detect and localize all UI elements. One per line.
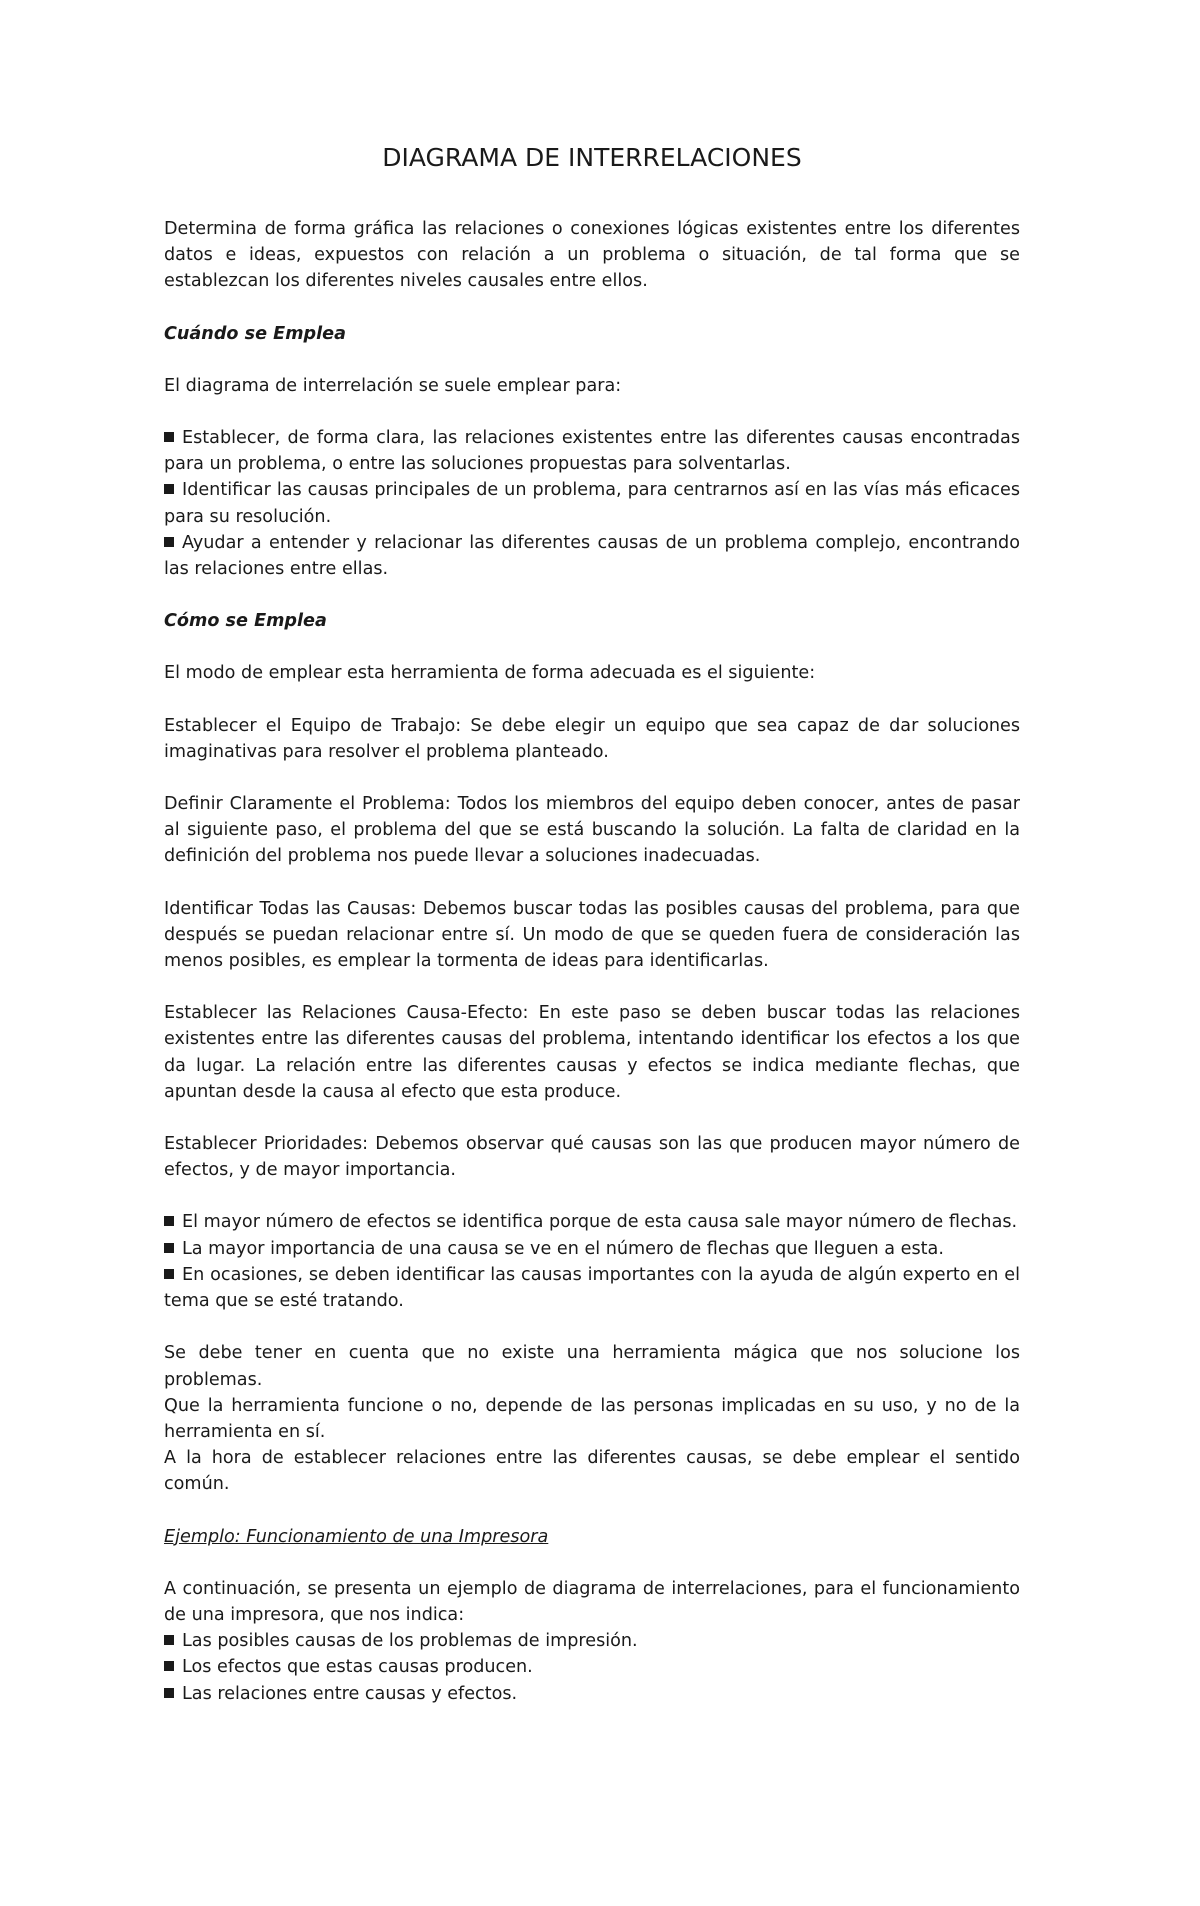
ejemplo-heading: Ejemplo: Funcionamiento de una Impresora xyxy=(164,1526,549,1547)
list-item: Identificar las causas principales de un problema, para centrarnos así en las vías más eficaces para su resolución. xyxy=(164,480,1020,527)
list-item: El mayor número de efectos se identifica porque de esta causa sale mayor número de flechas. xyxy=(164,1209,1020,1235)
intro-paragraph: Determina de forma gráfica las relaciones o conexiones lógicas existentes entre los diferentes datos e ideas, expuestos con relación a un problema o situación, de tal forma que se establezcan los diferentes niveles causales entre ellos. xyxy=(164,219,1020,292)
square-bullet-icon xyxy=(164,1635,174,1645)
list-item: La mayor importancia de una causa se ve en el número de flechas que lleguen a esta. xyxy=(164,1236,1020,1262)
document-title: DIAGRAMA DE INTERRELACIONES xyxy=(382,143,802,172)
ejemplo-lead: A continuación, se presenta un ejemplo de diagrama de interrelaciones, para el funcionamiento de una impresora, que nos indica: xyxy=(164,1578,1020,1625)
document-page xyxy=(164,138,1020,1733)
step-paragraph: Establecer el Equipo de Trabajo: Se debe elegir un equipo que sea capaz de dar soluciones imaginativas para resolver el problema planteado. xyxy=(164,715,1020,762)
list-item: Los efectos que estas causas producen. xyxy=(164,1654,1020,1680)
square-bullet-icon xyxy=(164,484,174,494)
square-bullet-icon xyxy=(164,432,174,442)
list-item: Ayudar a entender y relacionar las diferentes causas de un problema complejo, encontrando las relaciones entre ellas. xyxy=(164,532,1020,580)
step-paragraph: Definir Claramente el Problema: Todos los miembros del equipo deben conocer, antes de pasar al siguiente paso, el problema del que se está buscando la solución. La falta de claridad en la definición del problema nos puede llevar a soluciones inadecuadas. xyxy=(164,794,1020,867)
list-item: Establecer, de forma clara, las relaciones existentes entre las diferentes causas encontradas para un problema, o entre las soluciones propuestas para solventarlas. xyxy=(164,428,1020,475)
cuando-heading: Cuándo se Emplea xyxy=(164,323,346,344)
square-bullet-icon xyxy=(164,1688,174,1698)
square-bullet-icon xyxy=(164,1269,174,1279)
closing-line: Se debe tener en cuenta que no existe una herramienta mágica que nos solucione los problemas. xyxy=(164,1343,1020,1390)
como-lead: El modo de emplear esta herramienta de forma adecuada es el siguiente: xyxy=(164,663,816,684)
closing-line: A la hora de establecer relaciones entre las diferentes causas, se debe emplear el sentido común. xyxy=(164,1448,1020,1495)
step-paragraph: Establecer las Relaciones Causa-Efecto: En este paso se deben buscar todas las relaciones existentes entre las diferentes causas del problema, intentando identificar los efectos a los que da lugar. La relación entre las diferentes causas y efectos se indica mediante flechas, que apuntan desde la causa al efecto que esta produce. xyxy=(164,1003,1020,1102)
list-item: Las relaciones entre causas y efectos. xyxy=(164,1681,1020,1707)
cuando-lead: El diagrama de interrelación se suele emplear para: xyxy=(164,375,622,396)
closing-line: Que la herramienta funcione o no, depende de las personas implicadas en su uso, y no de la herramienta en sí. xyxy=(164,1395,1020,1442)
list-item: Las posibles causas de los problemas de impresión. xyxy=(164,1628,1020,1654)
square-bullet-icon xyxy=(164,537,174,547)
como-heading: Cómo se Emplea xyxy=(164,611,327,632)
square-bullet-icon xyxy=(164,1661,174,1671)
ejemplo-section xyxy=(164,1576,1020,1707)
list-item: En ocasiones, se deben identificar las causas importantes con la ayuda de algún experto en el tema que se esté tratando. xyxy=(164,1264,1020,1312)
step-paragraph: Identificar Todas las Causas: Debemos buscar todas las posibles causas del problema, para que después se puedan relacionar entre sí. Un modo de que se queden fuera de consideración las menos posibles, es emplear la tormenta de ideas para identificarlas. xyxy=(164,898,1020,972)
closing-paragraph xyxy=(164,1340,1020,1497)
cuando-list xyxy=(164,425,1020,582)
step-paragraph: Establecer Prioridades: Debemos observar qué causas son las que producen mayor número de efectos, y de mayor importancia. xyxy=(164,1134,1020,1181)
priority-list xyxy=(164,1209,1020,1314)
square-bullet-icon xyxy=(164,1243,174,1253)
square-bullet-icon xyxy=(164,1216,174,1226)
